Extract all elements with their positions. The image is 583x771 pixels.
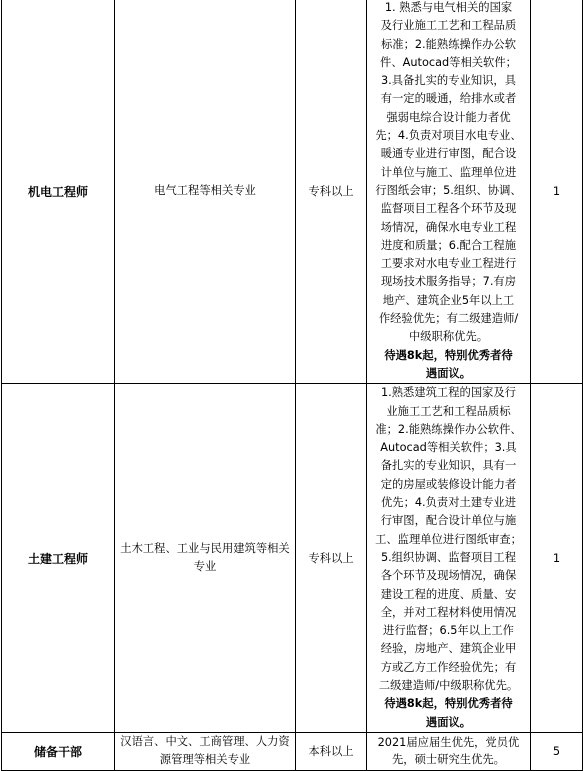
education-requirement: 专科以上 — [296, 384, 367, 733]
recruitment-table — [1, 0, 583, 771]
salary-line: 遇面议。 — [425, 715, 472, 729]
position-title: 机电工程师 — [2, 0, 115, 384]
requirement-line: 各个环节及现场情况，确保 — [380, 569, 517, 583]
requirement-line: 工要求对水电专业工程进行 — [380, 257, 517, 271]
salary-line: 待遇8k起，特别优秀者待 — [384, 697, 513, 711]
requirement-line: 方或乙方工作经验优先；有 — [380, 660, 517, 674]
requirement-line: 场情况，确保水电专业工程 — [380, 220, 517, 234]
requirement-line: 1. 熟悉与电气相关的国家 — [384, 1, 513, 14]
education-requirement: 专科以上 — [296, 0, 367, 384]
requirement-line: 建设工程的进度、质量、安 — [380, 587, 517, 601]
job-requirements — [367, 384, 531, 733]
requirement-line: 业施工工艺和工程品质标 — [386, 404, 511, 418]
requirement-line: 监督项目工程各个环节及现 — [380, 202, 517, 216]
requirement-line: 优先；4.负责对土建专业进 — [380, 496, 517, 510]
requirement-line: 有一定的暖通，给排水或者 — [380, 92, 517, 106]
requirement-line: 准；2.能熟练操作办公软件、 — [375, 422, 522, 436]
major-requirement: 土木工程、工业与民用建筑等相关专业 — [115, 384, 296, 733]
requirement-line: 作经验优先；有二级建造师/ — [378, 312, 519, 326]
major-requirement: 电气工程等相关专业 — [115, 0, 296, 384]
requirement-line: 3.具备扎实的专业知识，具 — [380, 74, 517, 88]
requirement-line: 进行监督；6.5年以上工作 — [383, 624, 514, 638]
job-requirements — [367, 0, 531, 384]
table-row — [2, 732, 583, 770]
headcount: 1 — [531, 384, 583, 733]
requirement-line: 暖通专业进行审图，配合设 — [380, 147, 517, 161]
requirement-line: 行审图，配合设计单位与施 — [380, 514, 517, 528]
headcount: 1 — [531, 0, 583, 384]
requirement-line: 行图纸会审；5.组织、协调、 — [375, 183, 522, 197]
job-requirements — [367, 732, 531, 770]
position-title: 储备干部 — [2, 732, 115, 770]
position-title: 土建工程师 — [2, 384, 115, 733]
requirement-line: 定的房屋或装修设计能力者 — [380, 477, 517, 491]
major-requirement: 汉语言、中文、工商管理、人力资源管理等相关专业 — [115, 732, 296, 770]
requirement-line: 备扎实的专业知识，具有一 — [380, 459, 517, 473]
salary-line: 遇面议。 — [425, 366, 472, 380]
requirement-line: 2021届应届生优先，党员优 — [377, 736, 520, 750]
requirement-line: 先，硕士研究生优先。 — [392, 753, 505, 767]
requirement-line: 现场技术服务指导；7.有房 — [380, 275, 517, 289]
requirement-line: 二级建造师/中级职称优先。 — [378, 678, 519, 692]
table-row — [2, 384, 583, 733]
requirement-line: 1.熟悉建筑工程的国家及行 — [380, 386, 517, 400]
requirement-line: 计单位与施工、监理单位进 — [380, 165, 517, 179]
requirement-line: 及行业施工工艺和工程品质 — [380, 19, 517, 33]
requirement-line: 强弱电综合设计能力者优 — [386, 110, 511, 124]
requirement-line: 标准；2.能熟练操作办公软 — [380, 37, 517, 51]
requirement-line: 工、监理单位进行图纸审查； — [375, 532, 522, 546]
requirement-line: 件、Autocad等相关软件； — [380, 55, 517, 69]
requirement-line: 全，并对工程材料使用情况 — [380, 605, 517, 619]
requirement-line: Autocad等相关软件；3.具 — [380, 441, 517, 455]
table-row — [2, 0, 583, 384]
requirement-line: 进度和质量；6.配合工程施 — [380, 238, 517, 252]
requirement-line: 5.组织协调、监督项目工程 — [380, 550, 517, 564]
requirement-line: 先；4.负责对项目水电专业、 — [375, 129, 522, 143]
requirement-line: 中级职称优先。 — [408, 330, 489, 344]
requirement-line: 地产、建筑企业5年以上工 — [382, 293, 515, 307]
headcount: 5 — [531, 732, 583, 770]
salary-line: 待遇8k起，特别优秀者待 — [384, 348, 513, 362]
requirement-line: 经验，房地产、建筑企业甲 — [380, 642, 517, 656]
education-requirement: 本科以上 — [296, 732, 367, 770]
